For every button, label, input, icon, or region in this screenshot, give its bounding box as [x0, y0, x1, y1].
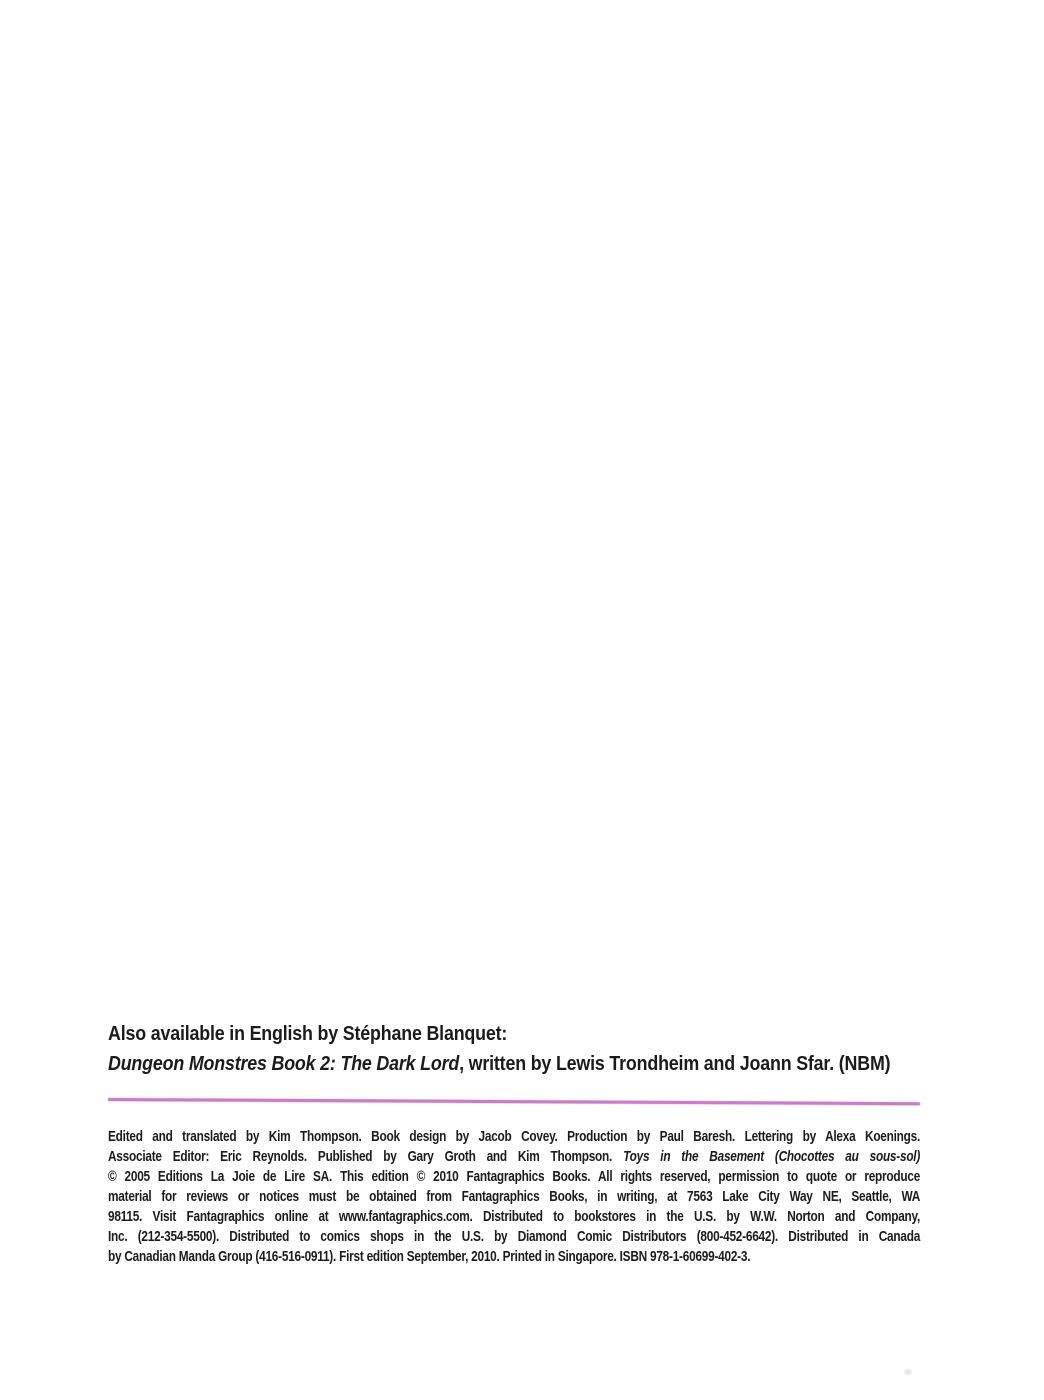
colophon-line	[108, 1127, 920, 1147]
also-available-heading	[108, 1019, 978, 1079]
colophon-text: Inc. (212-354-5500). Distributed to comics shops in the U.S. by Diamond Comic Distributors (800-452-6642). Distributed in Canada	[108, 1228, 921, 1245]
also-available-line2	[108, 1049, 978, 1079]
colophon-text: Associate Editor: Eric Reynolds. Published by Gary Groth and Kim Thompson.	[108, 1148, 624, 1165]
book-title-credits: , written by Lewis Trondheim and Joann Sfar. (NBM)	[459, 1052, 891, 1075]
book-title-italic: Dungeon Monstres Book 2: The Dark Lord	[108, 1052, 460, 1075]
colophon-line	[108, 1227, 920, 1247]
colophon-text: material for reviews or notices must be obtained from Fantagraphics Books, in writing, at 7563 Lake City Way NE, Seattle, WA	[108, 1188, 921, 1205]
colophon-text: by Canadian Manda Group (416-516-0911). First edition September, 2010. Printed in Singapore. ISBN 978-1-60699-402-3.	[108, 1248, 751, 1265]
colophon-line	[108, 1247, 920, 1267]
colophon-text: 98115. Visit Fantagraphics online at www.fantagraphics.com. Distributed to bookstores in the U.S. by W.W. Norton and Company,	[108, 1208, 921, 1225]
colophon-text: © 2005 Editions La Joie de Lire SA. This edition © 2010 Fantagraphics Books. All rights reserved, permission to quote or reproduce	[108, 1168, 921, 1185]
colophon-italic-title: Toys in the Basement (Chocottes au sous-sol)	[623, 1148, 921, 1165]
divider-rule	[108, 1098, 920, 1105]
colophon-line	[108, 1207, 920, 1227]
colophon-line	[108, 1147, 920, 1167]
also-available-line1: Also available in English by Stéphane Blanquet:	[108, 1022, 508, 1045]
scan-artifact	[904, 1369, 912, 1375]
colophon-paragraph	[108, 1127, 920, 1267]
colophon-text: Edited and translated by Kim Thompson. Book design by Jacob Covey. Production by Paul Baresh. Lettering by Alexa Koenings.	[108, 1128, 921, 1145]
colophon-line	[108, 1187, 920, 1207]
colophon-line	[108, 1167, 920, 1187]
